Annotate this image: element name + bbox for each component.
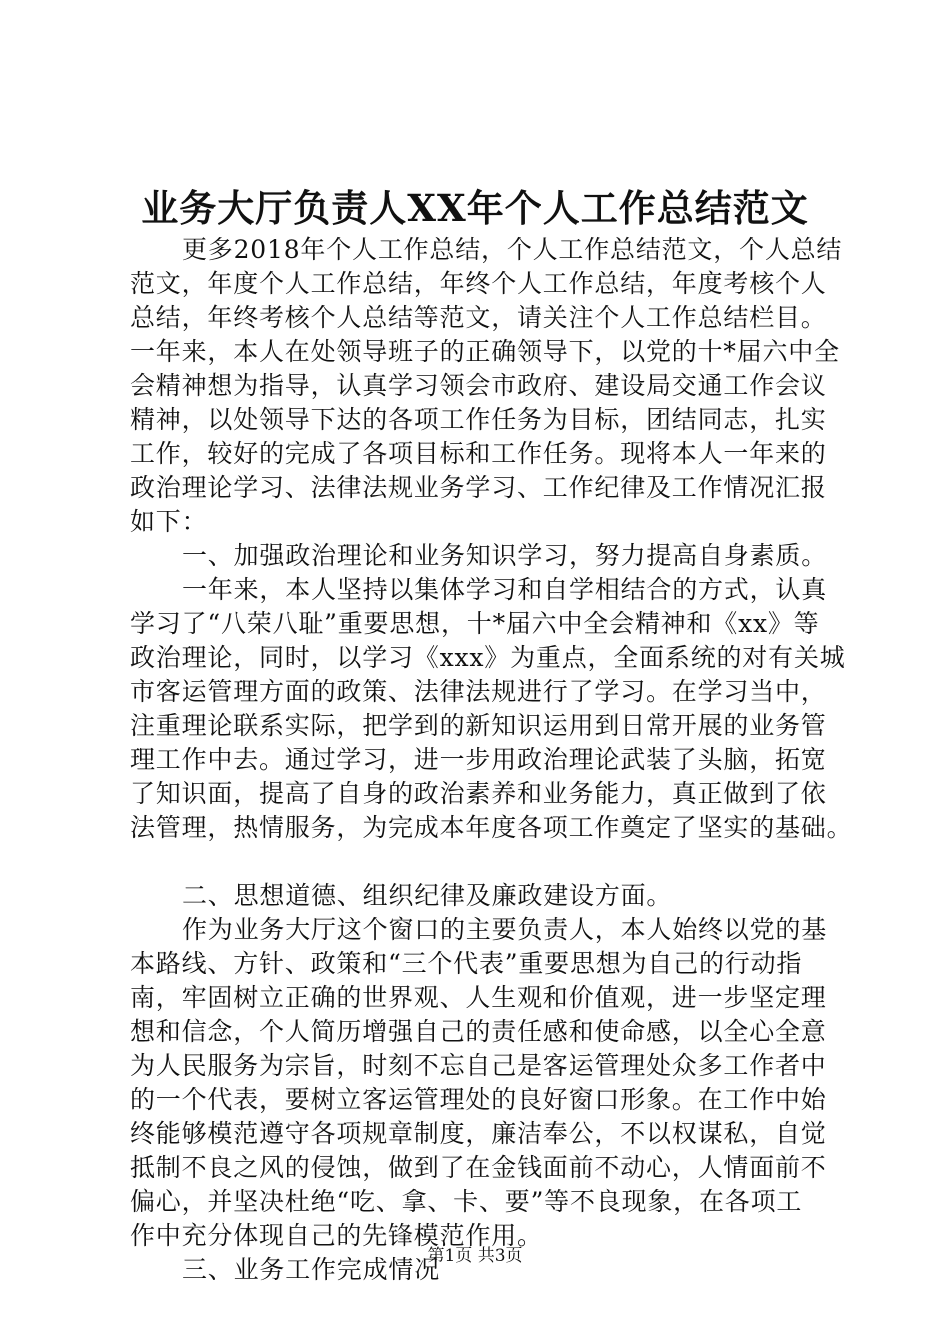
paragraph-line: 的一个代表，要树立客运管理处的良好窗口形象。在工作中始 (130, 1085, 827, 1114)
paragraph-line: 法管理，热情服务，为完成本年度各项工作奠定了坚实的基础。 (130, 813, 853, 842)
paragraph-line: 想和信念，个人简历增强自己的责任感和使命感，以全心全意 (130, 1017, 827, 1046)
document-body (130, 233, 853, 1287)
document-title: 业务大厅负责人XX年个人工作总结范文 (141, 186, 809, 230)
paragraph-line: 本路线、方针、政策和“三个代表”重要思想为自己的行动指 (130, 949, 803, 978)
paragraph-line: 一年来，本人坚持以集体学习和自学相结合的方式，认真 (182, 575, 828, 604)
paragraph-line: 如下： (130, 507, 208, 536)
section-heading-2: 二、思想道德、组织纪律及廉政建设方面。 (182, 881, 673, 910)
paragraph-line: 为人民服务为宗旨，时刻不忘自己是客运管理处众多工作者中 (130, 1051, 827, 1080)
page-footer: 第1页 共3页 (427, 1246, 523, 1266)
paragraph-line: 工作，较好的完成了各项目标和工作任务。现将本人一年来的 (130, 439, 827, 468)
paragraph-line: 会精神想为指导，认真学习领会市政府、建设局交通工作会议 (130, 371, 827, 400)
paragraph-line: 作为业务大厅这个窗口的主要负责人，本人始终以党的基 (182, 915, 828, 944)
paragraph-line: 学习了“八荣八耻”重要思想，十*届六中全会精神和《xx》等 (130, 609, 820, 638)
paragraph-line: 一年来，本人在处领导班子的正确领导下，以党的十*届六中全 (130, 337, 840, 366)
paragraph-line: 终能够模范遵守各项规章制度，廉洁奉公，不以权谋私，自觉 (130, 1119, 827, 1148)
paragraph-line: 精神，以处领导下达的各项工作任务为目标，团结同志，扎实 (130, 405, 827, 434)
paragraph-line: 市客运管理方面的政策、法律法规进行了学习。在学习当中， (130, 677, 827, 706)
paragraph-line: 政治理论，同时，以学习《xxx》为重点，全面系统的对有关城 (130, 643, 846, 672)
paragraph-line: 范文，年度个人工作总结，年终个人工作总结，年度考核个人 (130, 269, 827, 298)
paragraph-line: 了知识面，提高了自身的政治素养和业务能力，真正做到了依 (130, 779, 827, 808)
paragraph-line: 总结，年终考核个人总结等范文，请关注个人工作总结栏目。 (130, 303, 827, 332)
paragraph-line: 偏心，并坚决杜绝“吃、拿、卡、要”等不良现象，在各项工 (130, 1187, 803, 1216)
paragraph-line: 更多2018年个人工作总结，个人工作总结范文，个人总结 (182, 235, 843, 264)
paragraph-gap (130, 845, 842, 879)
paragraph-line: 政治理论学习、法律法规业务学习、工作纪律及工作情况汇报 (130, 473, 827, 502)
paragraph-line: 南，牢固树立正确的世界观、人生观和价值观，进一步坚定理 (130, 983, 827, 1012)
paragraph-line: 作中充分体现自己的先锋模范作用。 (130, 1221, 543, 1250)
paragraph-line: 注重理论联系实际，把学到的新知识运用到日常开展的业务管 (130, 711, 827, 740)
section-heading-1: 一、加强政治理论和业务知识学习，努力提高自身素质。 (182, 541, 828, 570)
section-heading-3: 三、业务工作完成情况 (182, 1255, 441, 1284)
paragraph-line: 理工作中去。通过学习，进一步用政治理论武装了头脑，拓宽 (130, 745, 827, 774)
paragraph-line: 抵制不良之风的侵蚀，做到了在金钱面前不动心，人情面前不 (130, 1153, 827, 1182)
